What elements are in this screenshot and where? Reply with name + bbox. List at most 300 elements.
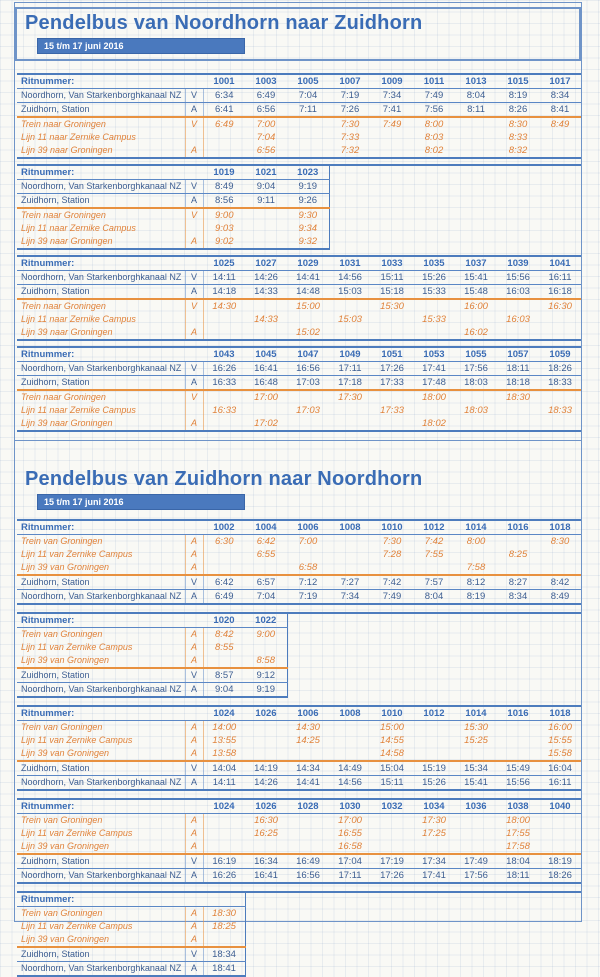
trip-number: 1051 [371,348,413,362]
time-cell: 15:41 [464,777,488,788]
time-cell: 17:00 [338,815,362,826]
time-cell: 8:33 [508,132,528,143]
row-label: Lijn 39 naar Groningen [21,418,113,428]
time-cell [203,561,245,575]
time-cell: 7:55 [424,549,444,560]
ritnummer-header-row [17,521,581,535]
time-cell: 15:00 [380,722,404,733]
trip-number: 1033 [371,257,413,271]
row-label: Zuidhorn, Station [17,668,185,683]
time-cell: 8:30 [550,536,570,547]
time-cell: 9:12 [245,668,287,683]
connection-row [17,417,581,431]
time-cell [371,561,413,575]
station-row [17,776,581,791]
va-indicator: V [185,271,203,285]
time-cell [371,326,413,340]
time-cell [203,654,245,668]
time-cell: 6:49 [245,89,287,103]
time-cell: 14:41 [287,271,329,285]
connection-row [17,208,329,222]
time-cell: 17:26 [380,870,404,881]
time-cell [203,840,245,854]
time-cell: 17:19 [371,854,413,869]
time-cell: 18:03 [464,405,488,416]
connection-row [17,907,245,921]
time-cell [497,404,539,417]
va-indicator: A [185,747,203,761]
ritnummer-label: Ritnummer: [17,257,203,271]
trip-number: 1059 [539,348,581,362]
row-label: Zuidhorn, Station [17,285,185,300]
trip-number: 1036 [455,800,497,814]
timetable-block [17,346,581,432]
station-row [17,947,245,962]
row-label: Lijn 11 van Zernike Campus [21,642,133,652]
time-cell [539,827,581,840]
time-cell: 17:03 [296,405,320,416]
time-cell: 14:26 [254,777,278,788]
connection-row [17,628,287,642]
time-cell [455,814,497,828]
time-cell: 6:58 [287,561,329,575]
ritnummer-header-row [17,707,581,721]
time-cell: 15:49 [497,761,539,776]
time-cell: 9:02 [215,236,234,247]
time-cell [371,827,413,840]
time-cell [287,548,329,561]
timetable [17,800,581,884]
time-cell: 8:55 [215,642,234,653]
station-row [17,362,581,376]
section-divider [15,440,581,441]
time-cell: 8:42 [539,575,581,590]
connection-row [17,131,581,144]
trip-number: 1029 [287,257,329,271]
time-cell: 16:00 [464,301,488,312]
time-cell: 14:30 [212,301,237,312]
time-cell [371,313,413,326]
time-cell: 18:02 [422,418,446,429]
time-cell [371,417,413,431]
va-indicator: V [185,299,203,313]
time-cell: 15:11 [371,271,413,285]
time-cell: 18:11 [506,870,530,881]
time-cell: 18:33 [548,405,572,416]
time-cell [203,827,245,840]
time-cell [497,417,539,431]
time-cell [413,840,455,854]
time-cell [287,313,329,326]
va-indicator: V [185,362,203,376]
time-cell: 13:58 [203,747,245,761]
time-cell: 16:18 [539,285,581,300]
time-cell: 16:33 [212,405,237,416]
time-cell: 15:48 [455,285,497,300]
trip-number: 1026 [245,707,287,721]
time-cell [329,548,371,561]
time-cell [455,144,497,158]
time-cell [413,299,455,313]
time-cell: 15:30 [464,722,488,733]
time-cell [329,561,371,575]
trip-number: 1024 [203,800,245,814]
time-cell: 17:30 [338,392,362,403]
va-indicator: V [185,208,203,222]
time-cell: 17:49 [455,854,497,869]
timetable-block [17,519,581,605]
time-cell: 7:34 [371,89,413,103]
connection-row [17,235,329,249]
time-cell: 7:12 [287,575,329,590]
time-cell: 15:55 [548,735,572,746]
trip-number: 1047 [287,348,329,362]
time-cell [455,131,497,144]
time-cell: 17:11 [329,362,371,376]
connection-row [17,654,287,668]
time-cell: 14:48 [287,285,329,300]
time-cell [497,747,539,761]
time-cell: 8:11 [455,103,497,118]
time-cell [329,417,371,431]
station-row [17,962,245,977]
row-label: Zuidhorn, Station [17,947,185,962]
time-cell: 7:00 [298,536,318,547]
time-cell: 16:30 [548,301,572,312]
time-cell: 7:58 [455,561,497,575]
trip-number: 1013 [455,75,497,89]
time-cell: 17:26 [371,362,413,376]
time-cell [287,827,329,840]
time-cell [497,734,539,747]
trip-number: 1006 [287,521,329,535]
va-indicator: A [185,933,203,947]
time-cell: 9:26 [287,194,329,209]
time-cell [497,326,539,340]
time-cell: 14:00 [212,722,237,733]
trip-number: 1032 [371,800,413,814]
station-row [17,683,287,698]
trip-number: 1028 [287,800,329,814]
time-cell: 14:56 [338,777,362,788]
time-cell [287,417,329,431]
time-cell: 15:03 [329,285,371,300]
row-label: Lijn 39 van Groningen [17,840,185,854]
time-cell: 14:11 [212,777,236,788]
time-cell: 7:04 [256,591,276,602]
row-label: Zuidhorn, Station [17,194,185,209]
ritnummer-label: Ritnummer: [17,348,203,362]
va-indicator: A [185,683,203,698]
connection-row [17,827,581,840]
row-label: Trein van Groningen [21,908,103,918]
va-indicator: A [185,194,203,209]
station-row [17,271,581,285]
trip-number: 1002 [203,521,245,535]
va-indicator: A [185,103,203,118]
station-row [17,590,581,605]
time-cell: 14:26 [245,271,287,285]
time-cell: 17:33 [380,405,404,416]
va-indicator: V [185,180,203,194]
va-indicator [185,404,203,417]
time-cell: 9:32 [298,236,317,247]
time-cell: 8:12 [455,575,497,590]
trip-number: 1005 [287,75,329,89]
time-cell: 9:00 [256,629,275,640]
time-cell: 18:30 [212,908,236,919]
time-cell: 15:18 [371,285,413,300]
row-label: Noordhorn, Van Starkenborghkanaal NZ [21,591,182,601]
time-cell [455,840,497,854]
time-cell [203,326,245,340]
trip-number: 1045 [245,348,287,362]
time-cell: 17:34 [413,854,455,869]
row-label: Lijn 11 van Zernike Campus [21,828,133,838]
time-cell: 8:19 [497,89,539,103]
trip-number: 1038 [497,800,539,814]
connection-row [17,144,581,158]
time-cell: 8:34 [508,591,528,602]
time-cell: 6:49 [215,591,234,602]
time-cell [329,721,371,735]
time-cell: 7:30 [340,119,360,130]
time-cell: 7:41 [371,103,413,118]
trip-number: 1010 [371,707,413,721]
row-label: Trein van Groningen [21,722,103,732]
time-cell: 18:26 [548,870,572,881]
time-cell: 15:11 [380,777,404,788]
time-cell [539,548,581,561]
time-cell [329,326,371,340]
trip-number: 1034 [413,800,455,814]
station-row [17,103,581,118]
time-cell: 8:58 [245,654,287,668]
va-indicator: A [185,776,203,791]
time-cell: 7:19 [329,89,371,103]
time-cell: 15:03 [338,314,362,325]
time-cell: 15:26 [422,777,446,788]
time-cell: 6:41 [203,103,245,118]
time-cell: 8:26 [497,103,539,118]
row-label: Lijn 11 naar Zernike Campus [21,314,136,324]
time-cell: 14:18 [203,285,245,300]
connection-row [17,535,581,549]
time-cell [245,641,287,654]
time-cell [287,814,329,828]
time-cell: 8:42 [215,629,234,640]
time-cell: 8:02 [424,145,444,156]
time-cell: 13:55 [212,735,237,746]
time-cell: 7:27 [329,575,371,590]
row-label: Trein naar Groningen [21,392,106,402]
va-indicator: A [185,920,203,933]
time-cell: 15:19 [413,761,455,776]
trip-number: 1010 [371,521,413,535]
trip-number: 1018 [539,521,581,535]
timetable-block [17,891,581,977]
section-title-block [15,7,581,61]
time-cell: 16:34 [245,854,287,869]
ritnummer-header-row [17,75,581,89]
connection-row [17,117,581,131]
time-cell [245,299,287,313]
time-cell: 6:56 [245,103,287,118]
time-cell: 14:49 [329,761,371,776]
va-indicator: A [185,814,203,828]
time-cell: 6:34 [203,89,245,103]
time-cell: 7:49 [382,119,402,130]
time-cell [371,144,413,158]
va-indicator: A [185,326,203,340]
time-cell: 8:49 [550,591,570,602]
row-label: Trein naar Groningen [21,119,106,129]
row-label: Trein naar Groningen [21,210,106,220]
time-cell: 14:25 [296,735,320,746]
time-cell: 6:56 [256,145,276,156]
trip-number: 1018 [539,707,581,721]
time-cell [455,313,497,326]
timetable [17,521,581,605]
time-cell: 17:25 [422,828,446,839]
time-cell: 16:56 [287,362,329,376]
time-cell: 16:11 [539,271,581,285]
time-cell [203,131,245,144]
trip-number: 1019 [203,166,245,180]
connection-row [17,920,245,933]
connection-row [17,641,287,654]
time-cell [329,747,371,761]
time-cell: 15:25 [464,735,488,746]
trip-number: 1012 [413,521,455,535]
time-cell: 15:00 [296,301,320,312]
row-label: Lijn 11 van Zernike Campus [21,549,133,559]
timetable [17,257,581,341]
time-cell [287,117,329,131]
timetable-block [17,705,581,791]
va-indicator: A [185,590,203,605]
connection-row [17,299,581,313]
row-label: Noordhorn, Van Starkenborghkanaal NZ [21,963,182,973]
connection-row [17,814,581,828]
time-cell: 14:56 [329,271,371,285]
time-cell: 17:56 [464,870,488,881]
row-label: Lijn 39 naar Groningen [21,327,113,337]
time-cell: 15:58 [539,747,581,761]
trip-number: 1039 [497,257,539,271]
trip-number: 1001 [203,75,245,89]
va-indicator [185,313,203,326]
connection-row [17,721,581,735]
time-cell: 6:30 [215,536,234,547]
time-cell: 9:03 [215,223,234,234]
timetable [17,707,581,791]
trip-number: 1006 [287,707,329,721]
station-row [17,376,581,391]
time-cell: 8:27 [497,575,539,590]
time-cell: 7:32 [340,145,360,156]
time-cell: 8:25 [508,549,528,560]
va-indicator: A [185,144,203,158]
va-indicator: A [185,376,203,391]
time-cell [329,535,371,549]
time-cell [287,747,329,761]
time-cell: 6:42 [203,575,245,590]
time-cell: 14:11 [203,271,245,285]
time-cell: 18:26 [539,362,581,376]
time-cell: 7:42 [371,575,413,590]
connection-row [17,222,329,235]
time-cell [203,417,245,431]
time-cell: 17:56 [455,362,497,376]
time-cell: 18:11 [497,362,539,376]
timetable-block [17,255,581,341]
trip-number: 1021 [245,166,287,180]
time-cell [413,561,455,575]
time-cell: 16:56 [296,870,320,881]
time-cell: 15:33 [413,285,455,300]
trip-number: 1037 [455,257,497,271]
time-cell [539,417,581,431]
trip-number: 1022 [245,614,287,628]
va-indicator: A [185,827,203,840]
time-cell [203,548,245,561]
time-cell: 8:49 [550,119,570,130]
time-cell: 16:26 [203,362,245,376]
va-indicator: A [185,734,203,747]
time-cell: 17:04 [329,854,371,869]
time-cell [203,144,245,158]
trip-number: 1040 [539,800,581,814]
va-indicator: V [185,89,203,103]
time-cell: 14:19 [245,761,287,776]
time-cell: 17:11 [338,870,362,881]
time-cell [455,117,497,131]
va-indicator: V [185,761,203,776]
timetable-block [17,164,581,250]
time-cell [203,933,245,947]
time-cell [245,326,287,340]
time-cell: 15:30 [380,301,404,312]
time-cell [371,131,413,144]
time-cell [203,814,245,828]
time-cell [539,131,581,144]
time-cell [413,734,455,747]
time-cell: 15:04 [371,761,413,776]
time-cell: 6:55 [256,549,276,560]
va-indicator: A [185,285,203,300]
station-row [17,869,581,884]
time-cell: 17:41 [413,362,455,376]
row-label: Zuidhorn, Station [17,761,185,776]
row-label: Lijn 11 van Zernike Campus [21,921,133,931]
time-cell: 7:49 [413,89,455,103]
trip-number: 1014 [455,707,497,721]
connection-row [17,840,581,854]
row-label: Noordhorn, Van Starkenborghkanaal NZ [21,870,182,880]
time-cell: 15:26 [413,271,455,285]
ritnummer-label: Ritnummer: [17,521,203,535]
section-title-block [15,465,581,510]
time-cell: 16:02 [464,327,488,338]
time-cell: 17:58 [497,840,539,854]
time-cell: 18:34 [203,947,245,962]
station-row [17,761,581,776]
time-cell: 17:02 [254,418,278,429]
ritnummer-label: Ritnummer: [17,75,203,89]
row-label: Lijn 39 van Groningen [17,933,185,947]
time-cell: 17:41 [422,870,446,881]
